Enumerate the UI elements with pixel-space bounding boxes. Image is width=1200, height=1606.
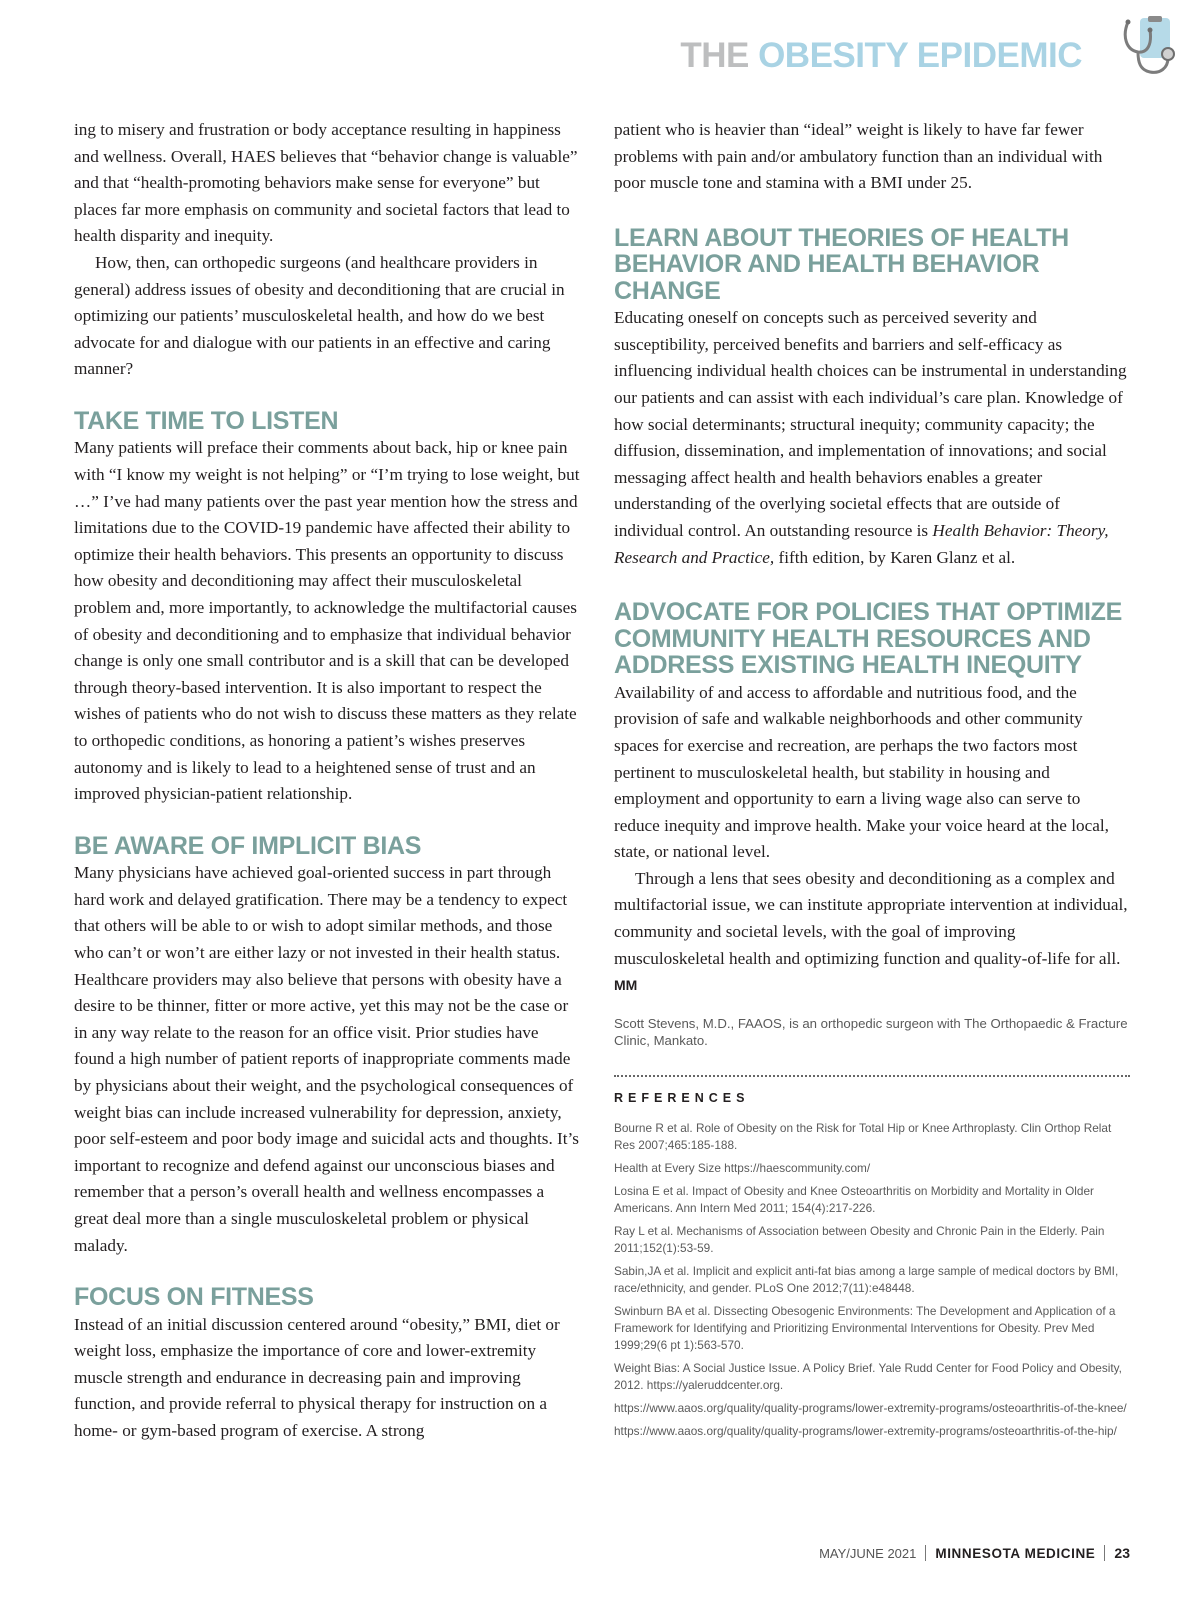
issue-date: MAY/JUNE 2021 xyxy=(819,1545,917,1561)
paragraph-fitness: Instead of an initial discussion centered around “obesity,” BMI, diet or weight loss, emphasize the importance of core and lower-extremity muscle strength and endurance in decreasing pain and improving function, and provide referral to physical therapy for instruction on a home- or gym-based program of exercise. A strong xyxy=(74,1314,560,1441)
reference-item: Swinburn BA et al. Dissecting Obesogenic Environments: The Development and Application of a Framework for Identifying and Prioritizing Environmental Interventions for Obesity. Prev Med 1999;29(6 pt 1):563-570. xyxy=(614,1303,1116,1352)
reference-item: Health at Every Size https://haescommunity.com/ xyxy=(614,1160,871,1175)
paragraph-bias: Many physicians have achieved goal-oriented success in part through hard work and delayed gratification. There may be a tendency to expect that others will be able to or wish to adopt similar methods, and those who can’t or won’t are either lazy or not invested in their health status. Healthcare providers may also believe that persons with obesity have a desire to be thinner, fitter or more active, yet this may not be the case or in any way relate to the reason for an office visit. Prior studies have found a high number of patient reports of inappropriate comments made by physicians about their weight, and the psychological consequences of weight bias can include increased vulnerability for depression, anxiety, poor self-esteem and poor body image and suicidal acts and thoughts. It’s important to recognize and defend against our unconscious biases and remember that a person’s overall health and wellness encompasses a great deal more than a single musculoskeletal problem or physical malady. xyxy=(74,863,579,1255)
paragraph-lens-text: Through a lens that sees obesity and deconditioning as a complex and multifactorial issue, we can institute appropriate intervention at individual, community and societal levels, with the goal of improving musculoskeletal health and optimizing function and quality-of-life for all. xyxy=(614,868,1128,968)
paragraph-learn xyxy=(614,305,1130,571)
header-title-obesity-epidemic: OBESITY EPIDEMIC xyxy=(758,36,1082,75)
paragraph-lens xyxy=(614,866,1130,999)
heading-learn-about-theories: LEARN ABOUT THEORIES OF HEALTH BEHAVIOR AND HEALTH BEHAVIOR CHANGE xyxy=(614,223,1069,305)
reference-item: Bourne R et al. Role of Obesity on the Risk for Total Hip or Knee Arthroplasty. Clin Orthop Relat Res 2007;465:185-188. xyxy=(614,1120,1112,1152)
heading-advocate-for-policies: ADVOCATE FOR POLICIES THAT OPTIMIZE COMMUNITY HEALTH RESOURCES AND ADDRESS EXISTING HEALTH INEQUITY xyxy=(614,598,1123,680)
paragraph-learn-text: Educating oneself on concepts such as perceived severity and susceptibility, perceived benefits and barriers and self-efficacy as influencing individual health choices can be instrumental in understanding our patients and can assist with each individual’s care plan. Knowledge of how social determinants; structural inequity; community capacity; the diffusion, dissemination, and implementation of innovations; and social messaging affect health and health behaviors enables a greater understanding of the overlying societal effects that are outside of individual control. An outstanding resource is xyxy=(614,308,1127,541)
heading-focus-on-fitness: FOCUS ON FITNESS xyxy=(74,1283,314,1312)
stethoscope-icon xyxy=(1118,16,1180,78)
references-divider xyxy=(614,1075,1130,1077)
paragraph-how-then: How, then, can orthopedic surgeons (and healthcare providers in general) address issues of obesity and deconditioning that are crucial in optimizing our patients’ musculoskeletal health, and how do we best advocate for and dialogue with our patients in an effective and caring manner? xyxy=(74,252,565,379)
references-list xyxy=(614,1120,1130,1440)
book-title: Health Behavior: Theory, Research and Practice, xyxy=(614,521,1109,567)
footer-divider xyxy=(925,1545,926,1561)
magazine-name: MINNESOTA MEDICINE xyxy=(935,1545,1096,1561)
paragraph-advocate: Availability of and access to affordable and nutritious food, and the provision of safe and walkable neighborhoods and other community spaces for exercise and recreation, are perhaps the two factors most pertinent to musculoskeletal health, but stability in housing and employment and opportunity to earn a living wage also can serve to reduce inequity and improve health. Make your voice heard at the local, state, or national level. xyxy=(614,682,1109,862)
left-column xyxy=(74,117,582,1445)
header-title-the: THE xyxy=(680,36,749,75)
page-number: 23 xyxy=(1114,1545,1130,1561)
page-footer xyxy=(819,1545,1130,1561)
paragraph-continued: patient who is heavier than “ideal” weight is likely to have far fewer problems with pain and/or ambulatory function than an individual with poor muscle tone and stamina with a BMI under 25. xyxy=(614,120,1103,193)
heading-take-time-to-listen: TAKE TIME TO LISTEN xyxy=(74,406,339,435)
right-column xyxy=(614,117,1130,1446)
reference-item: Losina E et al. Impact of Obesity and Knee Osteoarthritis on Morbidity and Mortality in Older Americans. Ann Intern Med 2011; 154(4):217-226. xyxy=(614,1183,1094,1215)
end-mark: MM xyxy=(614,977,638,994)
reference-item: Ray L et al. Mechanisms of Association between Obesity and Chronic Pain in the Elderly. Pain 2011;152(1):53-59. xyxy=(614,1223,1105,1255)
header-title xyxy=(680,36,1082,76)
heading-implicit-bias: BE AWARE OF IMPLICIT BIAS xyxy=(74,831,422,860)
references-title: REFERENCES xyxy=(614,1090,750,1105)
paragraph-learn-end: fifth edition, by Karen Glanz et al. xyxy=(778,547,1016,567)
reference-link[interactable]: https://www.aaos.org/quality/quality-programs/lower-extremity-programs/osteoarthritis-of-the-knee/ xyxy=(614,1400,1127,1415)
paragraph-listen: Many patients will preface their comments about back, hip or knee pain with “I know my weight is not helping” or “I’m trying to lose weight, but …” I’ve had many patients over the past year mention how the stress and limitations due to the COVID-19 pandemic have affected their ability to optimize their health behaviors. This presents an opportunity to discuss how obesity and deconditioning may affect their musculoskeletal problem and, more importantly, to acknowledge the multifactorial causes of obesity and deconditioning and to emphasize that individual behavior change is only one small contributor and is a skill that can be developed through theory-based intervention. It is also important to respect the wishes of patients who do not wish to discuss these matters as they relate to orthopedic conditions, as honoring a patient’s wishes preserves autonomy and is likely to lead to a heightened sense of trust and an improved physician-patient relationship. xyxy=(74,438,580,804)
footer-divider xyxy=(1104,1545,1105,1561)
reference-link[interactable]: https://www.aaos.org/quality/quality-programs/lower-extremity-programs/osteoarthritis-of-the-hip/ xyxy=(614,1423,1117,1438)
paragraph-haes: ing to misery and frustration or body acceptance resulting in happiness and wellness. Overall, HAES believes that “behavior change is valuable” and that “health-promoting behaviors make sense for everyone” but places far more emphasis on community and societal factors that lead to health disparity and inequity. xyxy=(74,120,578,246)
reference-item: Sabin,JA et al. Implicit and explicit anti-fat bias among a large sample of medical doctors by BMI, race/ethnicity, and gender. PLoS One 2012;7(11):e48448. xyxy=(614,1263,1119,1295)
reference-item: Weight Bias: A Social Justice Issue. A Policy Brief. Yale Rudd Center for Food Policy and Obesity, 2012. https://yaleruddcenter.org. xyxy=(614,1360,1122,1392)
author-byline: Scott Stevens, M.D., FAAOS, is an orthopedic surgeon with The Orthopaedic & Fracture Clinic, Mankato. xyxy=(614,1015,1128,1048)
